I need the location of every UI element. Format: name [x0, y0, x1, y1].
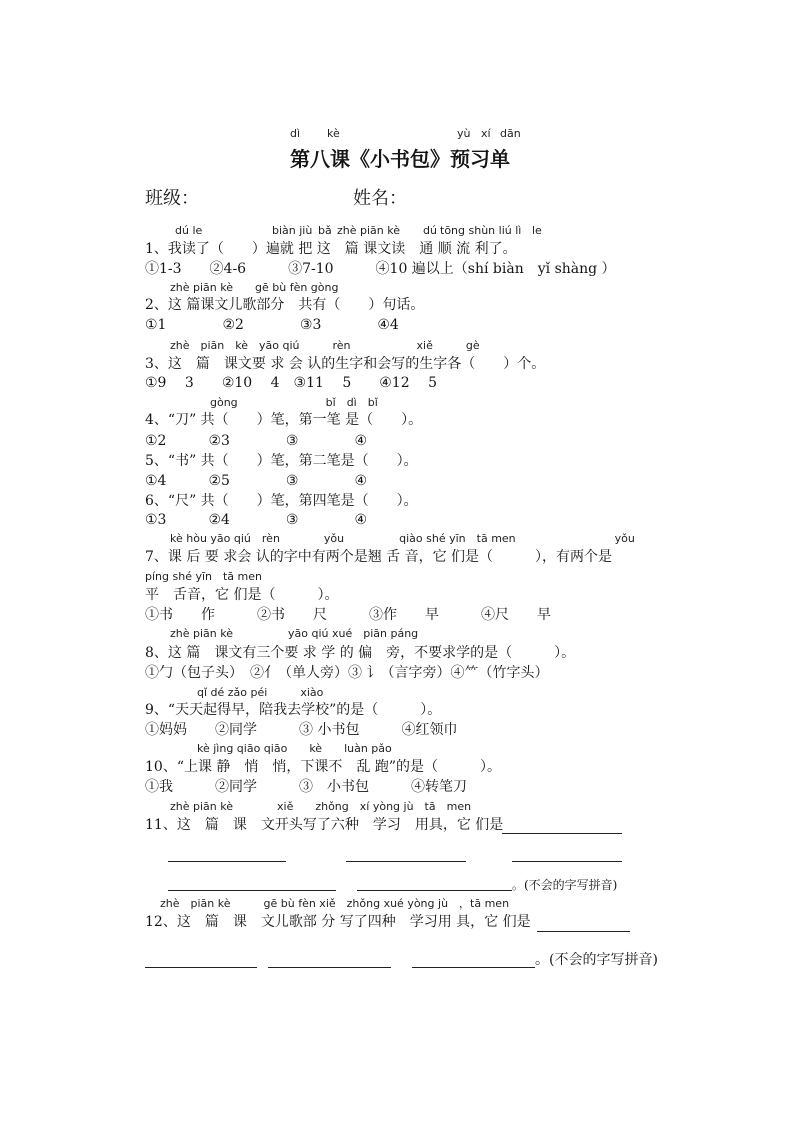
- class-label: 班级：: [145, 188, 199, 209]
- pinyin-line: dú: [423, 224, 437, 237]
- title-pinyin-yu: yù: [457, 127, 471, 140]
- question-line: 4、“刀” 共（ ）笔，第一笔 是（ ）。: [145, 412, 423, 428]
- pinyin-line: kè jìng qiāo qiāo kè luàn pǎo: [197, 742, 392, 755]
- question-line: 1、我读了（ ）遍就 把 这 篇 课文读 通 顺 流 利了。: [145, 241, 517, 257]
- q11-blank-3[interactable]: [346, 861, 466, 862]
- pinyin-line: piān kè: [360, 224, 400, 237]
- title-pinyin-dan: dān: [500, 127, 521, 140]
- question-line: ①9 3 ②10 4 ③11 5 ④12 5: [145, 375, 437, 391]
- pinyin-line: zhè piān kè xiě zhǒng xí yòng jù tā men: [170, 800, 472, 813]
- question-line: ①4 ②5 ③ ④: [145, 473, 368, 489]
- question-line: 3、这 篇 课文要 求 会 认的生字和会写的生字各（ ）个。: [145, 356, 546, 372]
- pinyin-line: zhè piān kè yāo qiú xué piān páng: [170, 627, 419, 640]
- question-line: ①3 ②4 ③ ④: [145, 512, 368, 528]
- pinyin-line: kè hòu yāo qiú rèn yǒu qiào shé yīn tā men yǒu: [170, 532, 635, 545]
- pinyin-line: qǐ dé zǎo péi xiào: [197, 686, 324, 699]
- q11-blank-5[interactable]: [168, 890, 336, 891]
- title-pinyin-ke: kè: [327, 127, 340, 140]
- q12-blank-3[interactable]: [268, 967, 391, 968]
- question-line: ①我 ②同学 ③ 小书包 ④转笔刀: [145, 779, 467, 795]
- question-line: ①勹（包子头） ②亻（单人旁）③ 讠（言字旁）④⺮（竹字头）: [145, 665, 549, 681]
- title-pinyin-xi: xí: [481, 127, 491, 140]
- q11-hint: 。(不会的字写拼音): [512, 878, 618, 892]
- pinyin-line: píng shé yīn tā men: [145, 570, 262, 583]
- pinyin-line: zhè piān kè yāo qiú rèn xiě gè: [170, 339, 480, 352]
- page-title: 第八课《小书包》预习单: [290, 147, 510, 171]
- question-line: 10、“上课 静 悄 悄，下课不 乱 跑”的是（ ）。: [145, 759, 502, 775]
- pinyin-line: gòng bǐ dì bǐ: [210, 396, 378, 409]
- pinyin-line: zhè piān kè gē bù fèn xiě zhǒng xué yòng jù ，tā men: [160, 897, 510, 910]
- pinyin-line: bǎ: [318, 224, 332, 237]
- q11-blank-4[interactable]: [512, 861, 622, 862]
- question-line: 8、这 篇 课文有三个要 求 学 的 偏 旁，不要求学的是（ ）。: [145, 645, 576, 661]
- q12-blank-1[interactable]: [537, 931, 630, 932]
- pinyin-line: zhè piān kè gē bù fèn gòng: [170, 281, 339, 294]
- question-line: ①1 ②2 ③3 ④4: [145, 317, 399, 333]
- question-line: ①2 ②3 ③ ④: [145, 433, 368, 449]
- pinyin-line: le: [532, 224, 542, 237]
- question-line: 平 舌音，它 们是（ ）。: [145, 587, 339, 603]
- question-line: ①妈妈 ②同学 ③ 小书包 ④红领巾: [145, 722, 458, 738]
- question-line: 12、这 篇 课 文儿歌部 分 写了四种 学习用 具，它 们是: [145, 914, 531, 930]
- q11-blank-2[interactable]: [168, 861, 286, 862]
- pinyin-line: biàn jiù: [272, 224, 313, 237]
- q12-hint: 。(不会的字写拼音): [535, 952, 658, 968]
- question-line: 5、“书” 共（ ）笔，第二笔是（ ）。: [145, 453, 418, 469]
- title-pinyin-di: dì: [290, 127, 301, 140]
- q12-blank-2[interactable]: [145, 967, 257, 968]
- question-line: 11、这 篇 课 文开头写了六种 学习 用具，它 们是: [145, 817, 504, 833]
- pinyin-line: zhè: [337, 224, 357, 237]
- question-line: ①书 作 ②书 尺 ③作 早 ④尺 早: [145, 607, 551, 623]
- question-line: 7、课 后 要 求会 认的字中有两个是翘 舌 音，它 们是（ ），有两个是: [145, 549, 613, 565]
- question-line: 9、“天天起得早，陪我去学校”的是（ ）。: [145, 702, 442, 718]
- q12-blank-4[interactable]: [412, 967, 535, 968]
- name-label: 姓名：: [353, 188, 407, 209]
- q11-blank-1[interactable]: [502, 833, 622, 834]
- q11-blank-6[interactable]: [357, 890, 512, 891]
- question-line: ①1-3 ②4-6 ③7-10 ④10 遍以上（shí biàn yǐ shàng ）: [145, 261, 616, 277]
- pinyin-line: dú le: [175, 224, 203, 237]
- question-line: 2、这 篇课文儿歌部分 共有（ ）句话。: [145, 297, 425, 313]
- question-line: 6、“尺” 共（ ）笔，第四笔是（ ）。: [145, 493, 418, 509]
- pinyin-line: tōng shùn liú lì: [440, 224, 522, 237]
